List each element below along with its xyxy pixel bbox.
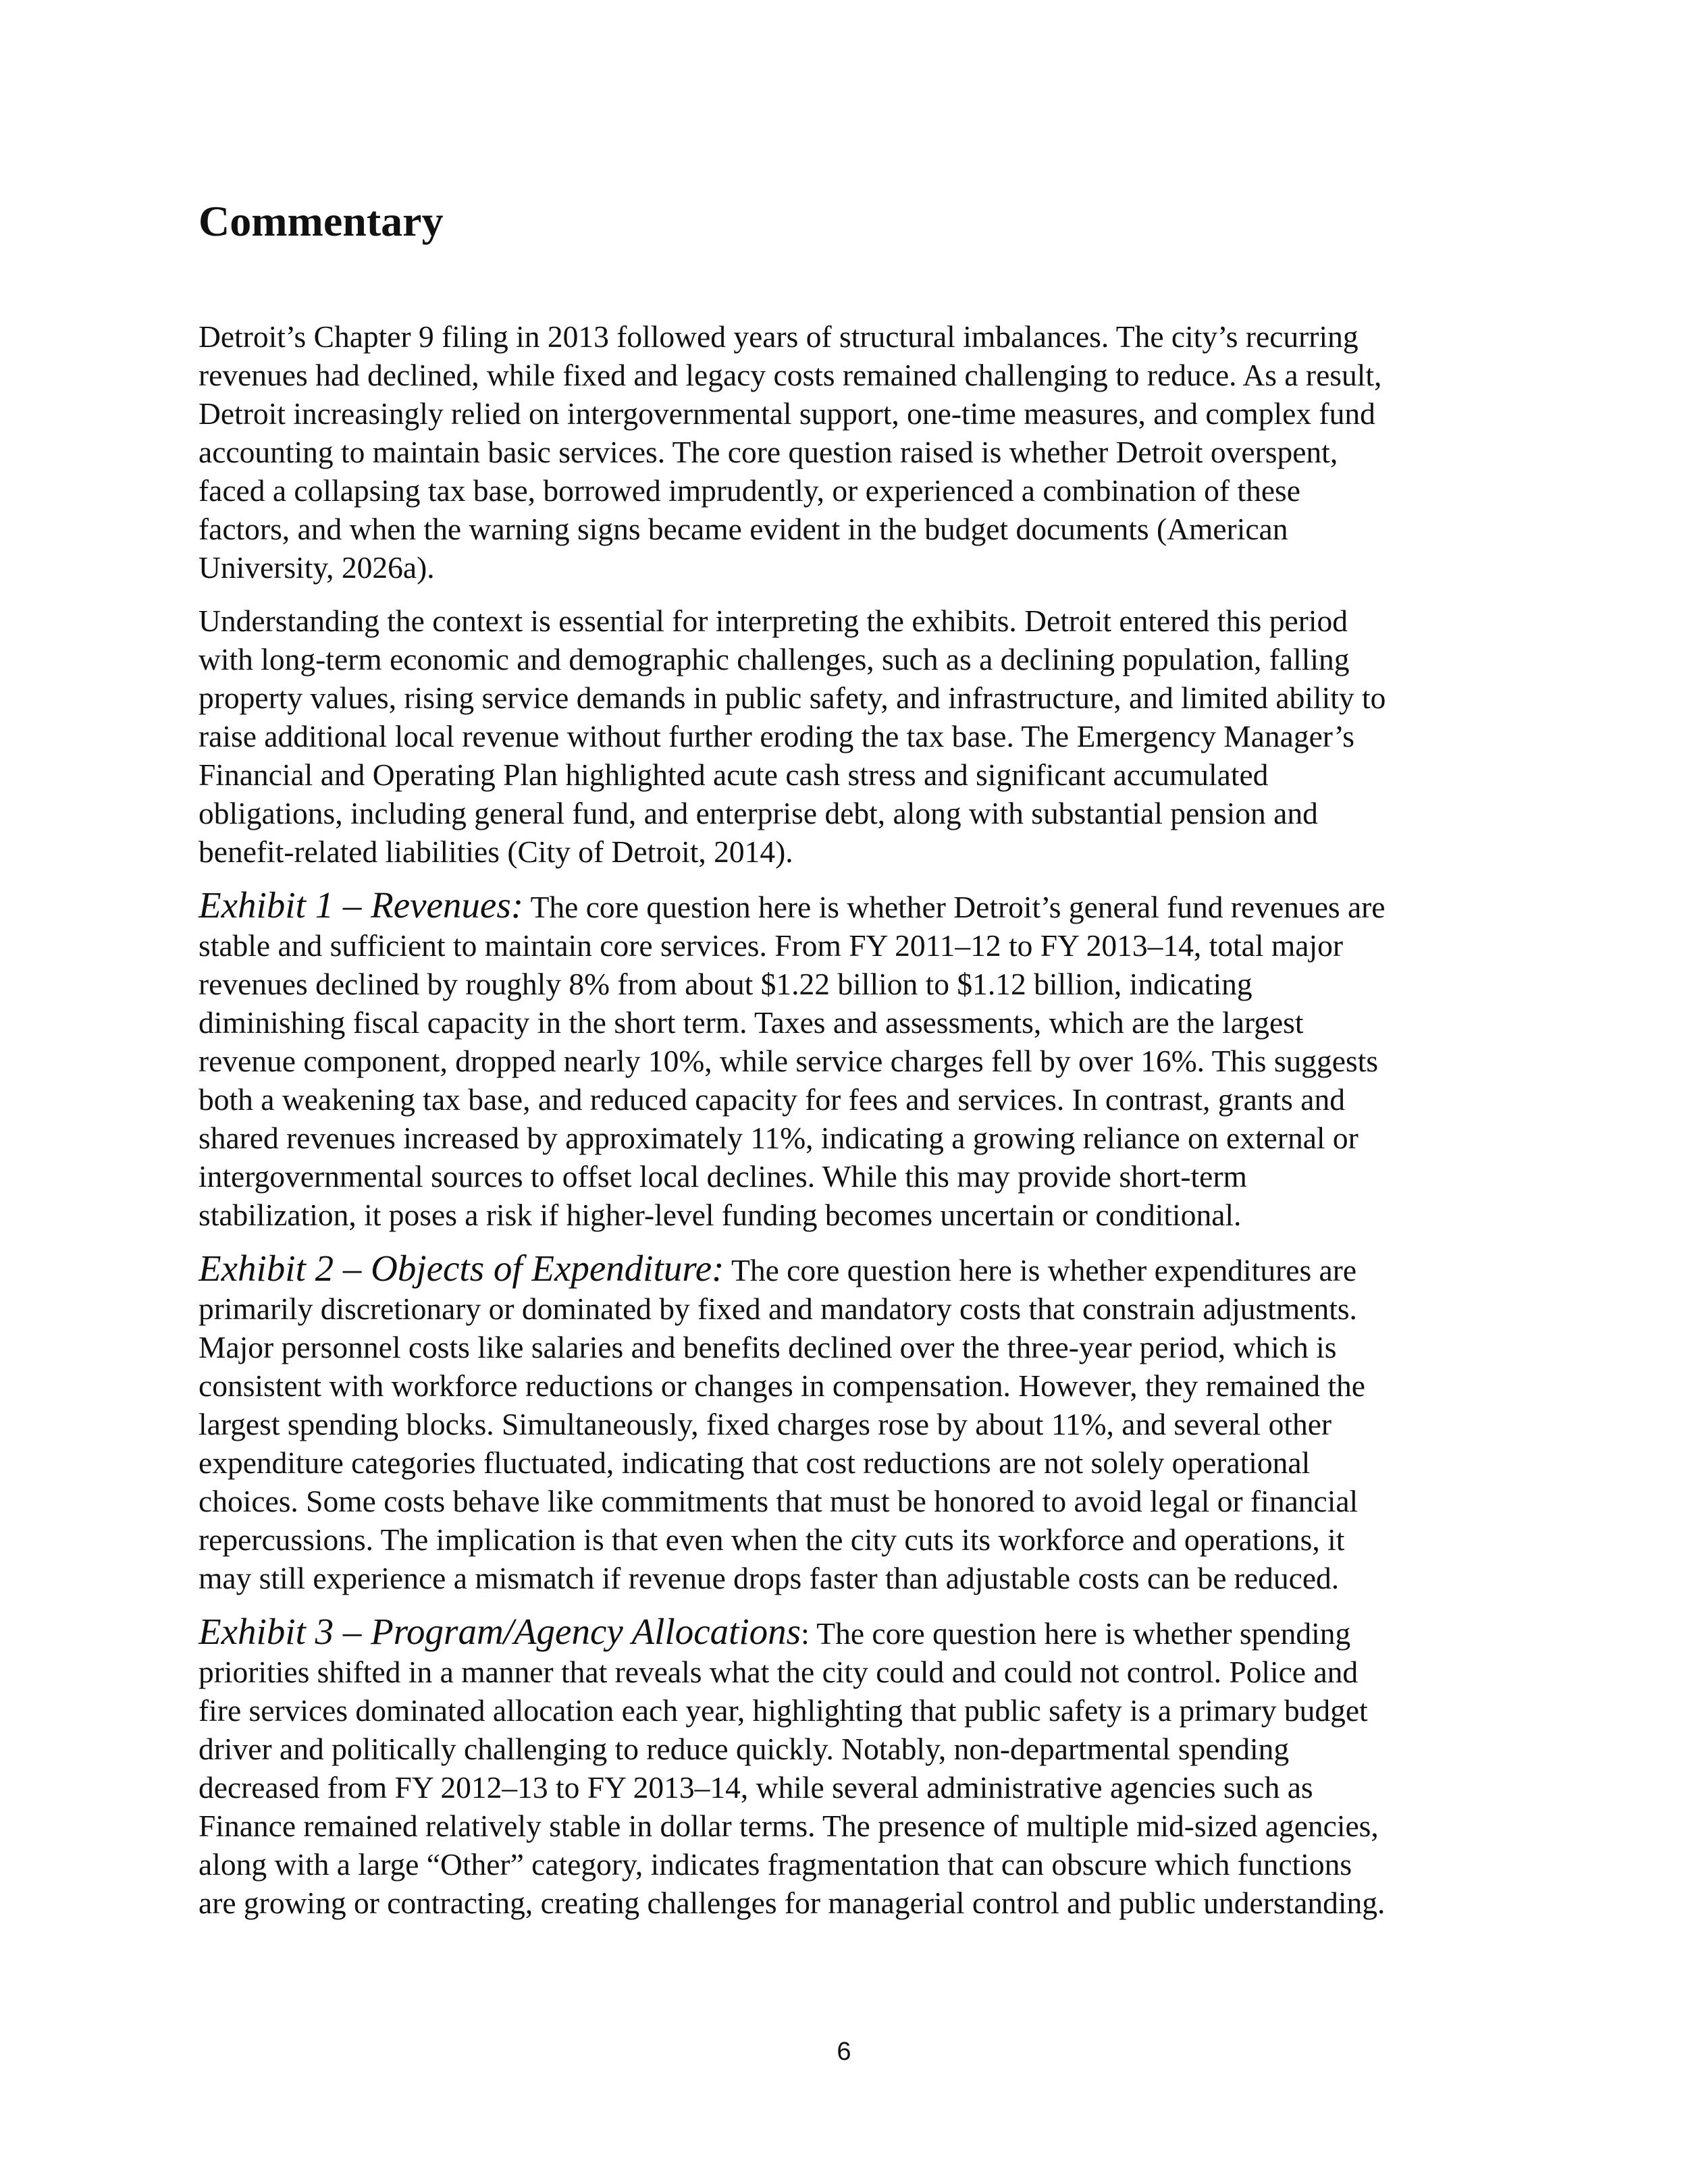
text-line: factors, and when the warning signs became evident in the budget documents (American — [199, 512, 1288, 546]
text-line: obligations, including general fund, and enterprise debt, along with substantial pension and — [199, 796, 1318, 830]
exhibit-1-lead-rest: The core question here is whether Detroit’s general fund revenues are — [523, 890, 1386, 924]
text-line: fire services dominated allocation each year, highlighting that public safety is a primary budget — [199, 1693, 1368, 1728]
paragraph-exhibit-2 — [199, 1249, 1502, 1597]
text-line: choices. Some costs behave like commitments that must be honored to avoid legal or financial — [199, 1484, 1359, 1518]
page-number: 6 — [837, 2037, 851, 2066]
text-line: revenues declined by roughly 8% from about $1.22 billion to $1.12 billion, indicating — [199, 967, 1252, 1001]
exhibit-3-lead-rest: : The core question here is whether spending — [801, 1616, 1351, 1651]
text-line: Detroit increasingly relied on intergovernmental support, one-time measures, and complex fund — [199, 396, 1375, 431]
text-line: priorities shifted in a manner that reveals what the city could and could not control. Police and — [199, 1655, 1359, 1689]
text-line: Understanding the context is essential for interpreting the exhibits. Detroit entered this period — [199, 604, 1348, 638]
text-line: property values, rising service demands in public safety, and infrastructure, and limited ability to — [199, 681, 1386, 715]
text-line: driver and politically challenging to reduce quickly. Notably, non-departmental spending — [199, 1732, 1290, 1766]
text-line: benefit-related liabilities (City of Detroit, 2014). — [199, 834, 793, 869]
exhibit-2-lead: Exhibit 2 – Objects of Expenditure: — [199, 1248, 724, 1289]
text-line: accounting to maintain basic services. The core question raised is whether Detroit overspent, — [199, 435, 1338, 469]
page-heading: Commentary — [199, 197, 444, 245]
paragraph-context — [199, 602, 1502, 871]
text-line: shared revenues increased by approximately 11%, indicating a growing reliance on external or — [199, 1121, 1359, 1155]
text-line: stabilization, it poses a risk if higher-level funding becomes uncertain or conditional. — [199, 1198, 1242, 1232]
text-line: largest spending blocks. Simultaneously, fixed charges rose by about 11%, and several other — [199, 1407, 1332, 1441]
text-line: both a weakening tax base, and reduced capacity for fees and services. In contrast, grants and — [199, 1082, 1345, 1117]
text-line — [199, 1612, 1502, 1653]
text-line: diminishing fiscal capacity in the short term. Taxes and assessments, which are the largest — [199, 1005, 1304, 1040]
text-line: Finance remained relatively stable in dollar terms. The presence of multiple mid-sized agencies, — [199, 1809, 1379, 1843]
text-line — [199, 1249, 1502, 1289]
text-line: Financial and Operating Plan highlighted acute cash stress and significant accumulated — [199, 757, 1269, 792]
text-line: decreased from FY 2012–13 to FY 2013–14, while several administrative agencies such as — [199, 1770, 1313, 1805]
text-line: expenditure categories fluctuated, indicating that cost reductions are not solely operational — [199, 1445, 1311, 1480]
text-line: intergovernmental sources to offset local declines. While this may provide short-term — [199, 1159, 1247, 1194]
text-line: University, 2026a). — [199, 550, 435, 585]
text-line: primarily discretionary or dominated by fixed and mandatory costs that constrain adjustments. — [199, 1291, 1357, 1326]
text-line: consistent with workforce reductions or changes in compensation. However, they remained the — [199, 1368, 1365, 1403]
body-text — [199, 317, 1502, 1937]
paragraph-exhibit-1 — [199, 886, 1502, 1234]
text-line — [199, 886, 1502, 926]
exhibit-2-lead-rest: The core question here is whether expenditures are — [724, 1253, 1357, 1287]
text-line: are growing or contracting, creating challenges for managerial control and public understanding. — [199, 1886, 1386, 1920]
paragraph-intro — [199, 317, 1502, 587]
text-line: may still experience a mismatch if revenue drops faster than adjustable costs can be reduced. — [199, 1561, 1340, 1595]
text-line: stable and sufficient to maintain core services. From FY 2011–12 to FY 2013–14, total major — [199, 928, 1344, 963]
text-line: raise additional local revenue without further eroding the tax base. The Emergency Manager’s — [199, 719, 1354, 753]
text-line: Major personnel costs like salaries and benefits declined over the three-year period, which is — [199, 1330, 1337, 1364]
text-line: with long-term economic and demographic challenges, such as a declining population, falling — [199, 642, 1350, 676]
text-line: repercussions. The implication is that even when the city cuts its workforce and operations, it — [199, 1522, 1345, 1557]
exhibit-1-lead: Exhibit 1 – Revenues: — [199, 884, 524, 926]
exhibit-3-lead: Exhibit 3 – Program/Agency Allocations — [199, 1611, 801, 1652]
text-line: revenues had declined, while fixed and legacy costs remained challenging to reduce. As a result, — [199, 358, 1382, 392]
text-line: revenue component, dropped nearly 10%, while service charges fell by over 16%. This suggests — [199, 1044, 1379, 1078]
paragraph-exhibit-3 — [199, 1612, 1502, 1922]
text-line: Detroit’s Chapter 9 filing in 2013 followed years of structural imbalances. The city’s recurring — [199, 319, 1359, 354]
text-line: along with a large “Other” category, indicates fragmentation that can obscure which functions — [199, 1847, 1352, 1882]
text-line: faced a collapsing tax base, borrowed imprudently, or experienced a combination of these — [199, 473, 1300, 508]
